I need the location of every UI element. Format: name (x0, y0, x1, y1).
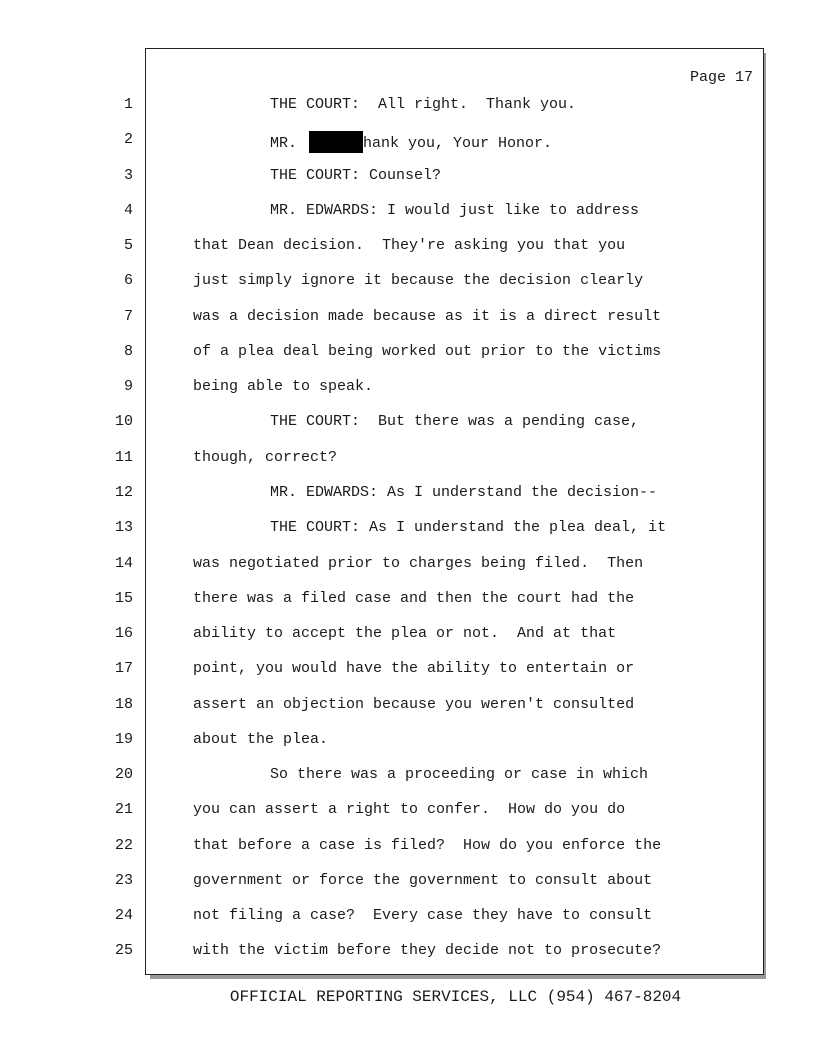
transcript-line-text: THE COURT: All right. Thank you. (270, 96, 577, 113)
transcript-line (193, 555, 643, 572)
transcript-line (193, 731, 328, 748)
line-number: 25 (114, 942, 133, 959)
line-number: 22 (114, 837, 133, 854)
transcript-line (193, 343, 661, 360)
transcript-line-text: with the victim before they decide not to prosecute? (193, 942, 662, 959)
line-number: 8 (123, 343, 133, 360)
transcript-line (193, 801, 625, 818)
page-number: Page 17 (689, 69, 753, 86)
line-number: 10 (114, 413, 133, 430)
transcript-line-text: about the plea. (193, 731, 329, 748)
line-number: 1 (123, 96, 133, 113)
line-number: 7 (123, 308, 133, 325)
transcript-line-text: you can assert a right to confer. How do you do (193, 801, 626, 818)
transcript-line (193, 907, 652, 924)
transcript-line (193, 872, 652, 889)
line-number: 18 (114, 696, 133, 713)
transcript-line (193, 272, 643, 289)
transcript-line (193, 625, 616, 642)
transcript-line (193, 237, 625, 254)
transcript-line-text: THE COURT: But there was a pending case, (270, 413, 640, 430)
reporter-footer: OFFICIAL REPORTING SERVICES, LLC (954) 467-8204 (229, 988, 682, 1006)
transcript-line (193, 96, 576, 113)
line-number: 11 (114, 449, 133, 466)
line-number: 19 (114, 731, 133, 748)
transcript-line (193, 590, 634, 607)
transcript-line (193, 660, 634, 677)
transcript-line-text: was negotiated prior to charges being filed. Then (193, 555, 644, 572)
transcript-line (193, 167, 441, 184)
transcript-line-text: assert an objection because you weren't consulted (193, 696, 635, 713)
transcript-line-text: was a decision made because as it is a direct result (193, 308, 662, 325)
line-number: 15 (114, 590, 133, 607)
transcript-line-text: So there was a proceeding or case in which (270, 766, 649, 783)
line-number: 4 (123, 202, 133, 219)
transcript-line-text: THE COURT: As I understand the plea deal, it (270, 519, 667, 536)
transcript-line-text: though, correct? (193, 449, 338, 466)
transcript-line-text: being able to speak. (193, 378, 374, 395)
line-number: 2 (123, 131, 133, 148)
transcript-line (193, 202, 639, 219)
transcript-line (193, 378, 373, 395)
transcript-line (193, 449, 337, 466)
line-number: 9 (123, 378, 133, 395)
line-number: 12 (114, 484, 133, 501)
transcript-line (193, 766, 648, 783)
line-number: 13 (114, 519, 133, 536)
transcript-line-text: that before a case is filed? How do you enforce the (193, 837, 662, 854)
line-number: 3 (123, 167, 133, 184)
transcript-line (193, 519, 666, 536)
transcript-line (193, 308, 661, 325)
speaker-prefix: MR. (270, 135, 307, 152)
line-number: 6 (123, 272, 133, 289)
transcript-line-text: there was a filed case and then the court had the (193, 590, 635, 607)
line-number: 16 (114, 625, 133, 642)
redaction-block (309, 131, 363, 153)
transcript-line-text: just simply ignore it because the decision clearly (193, 272, 644, 289)
transcript-line-text: of a plea deal being worked out prior to the victims (193, 343, 662, 360)
transcript-line (193, 696, 634, 713)
line-number: 20 (114, 766, 133, 783)
transcript-line (193, 131, 552, 153)
transcript-line-text: MR. EDWARDS: I would just like to address (270, 202, 640, 219)
transcript-page-frame (145, 48, 764, 975)
line-number: 21 (114, 801, 133, 818)
transcript-line-text: MR. EDWARDS: As I understand the decision-- (270, 484, 658, 501)
line-number: 5 (123, 237, 133, 254)
transcript-line (193, 413, 639, 430)
line-number: 23 (114, 872, 133, 889)
transcript-line-text: that Dean decision. They're asking you that you (193, 237, 626, 254)
line-number: 14 (114, 555, 133, 572)
transcript-line-text: government or force the government to consult about (193, 872, 653, 889)
transcript-line-text: hank you, Your Honor. (363, 135, 553, 152)
transcript-line-text: point, you would have the ability to entertain or (193, 660, 635, 677)
line-number: 17 (114, 660, 133, 677)
transcript-line (193, 942, 661, 959)
transcript-line-text: THE COURT: Counsel? (270, 167, 442, 184)
transcript-line-text: not filing a case? Every case they have to consult (193, 907, 653, 924)
line-number: 24 (114, 907, 133, 924)
transcript-line-text: ability to accept the plea or not. And at that (193, 625, 617, 642)
transcript-line (193, 484, 657, 501)
transcript-line (193, 837, 661, 854)
